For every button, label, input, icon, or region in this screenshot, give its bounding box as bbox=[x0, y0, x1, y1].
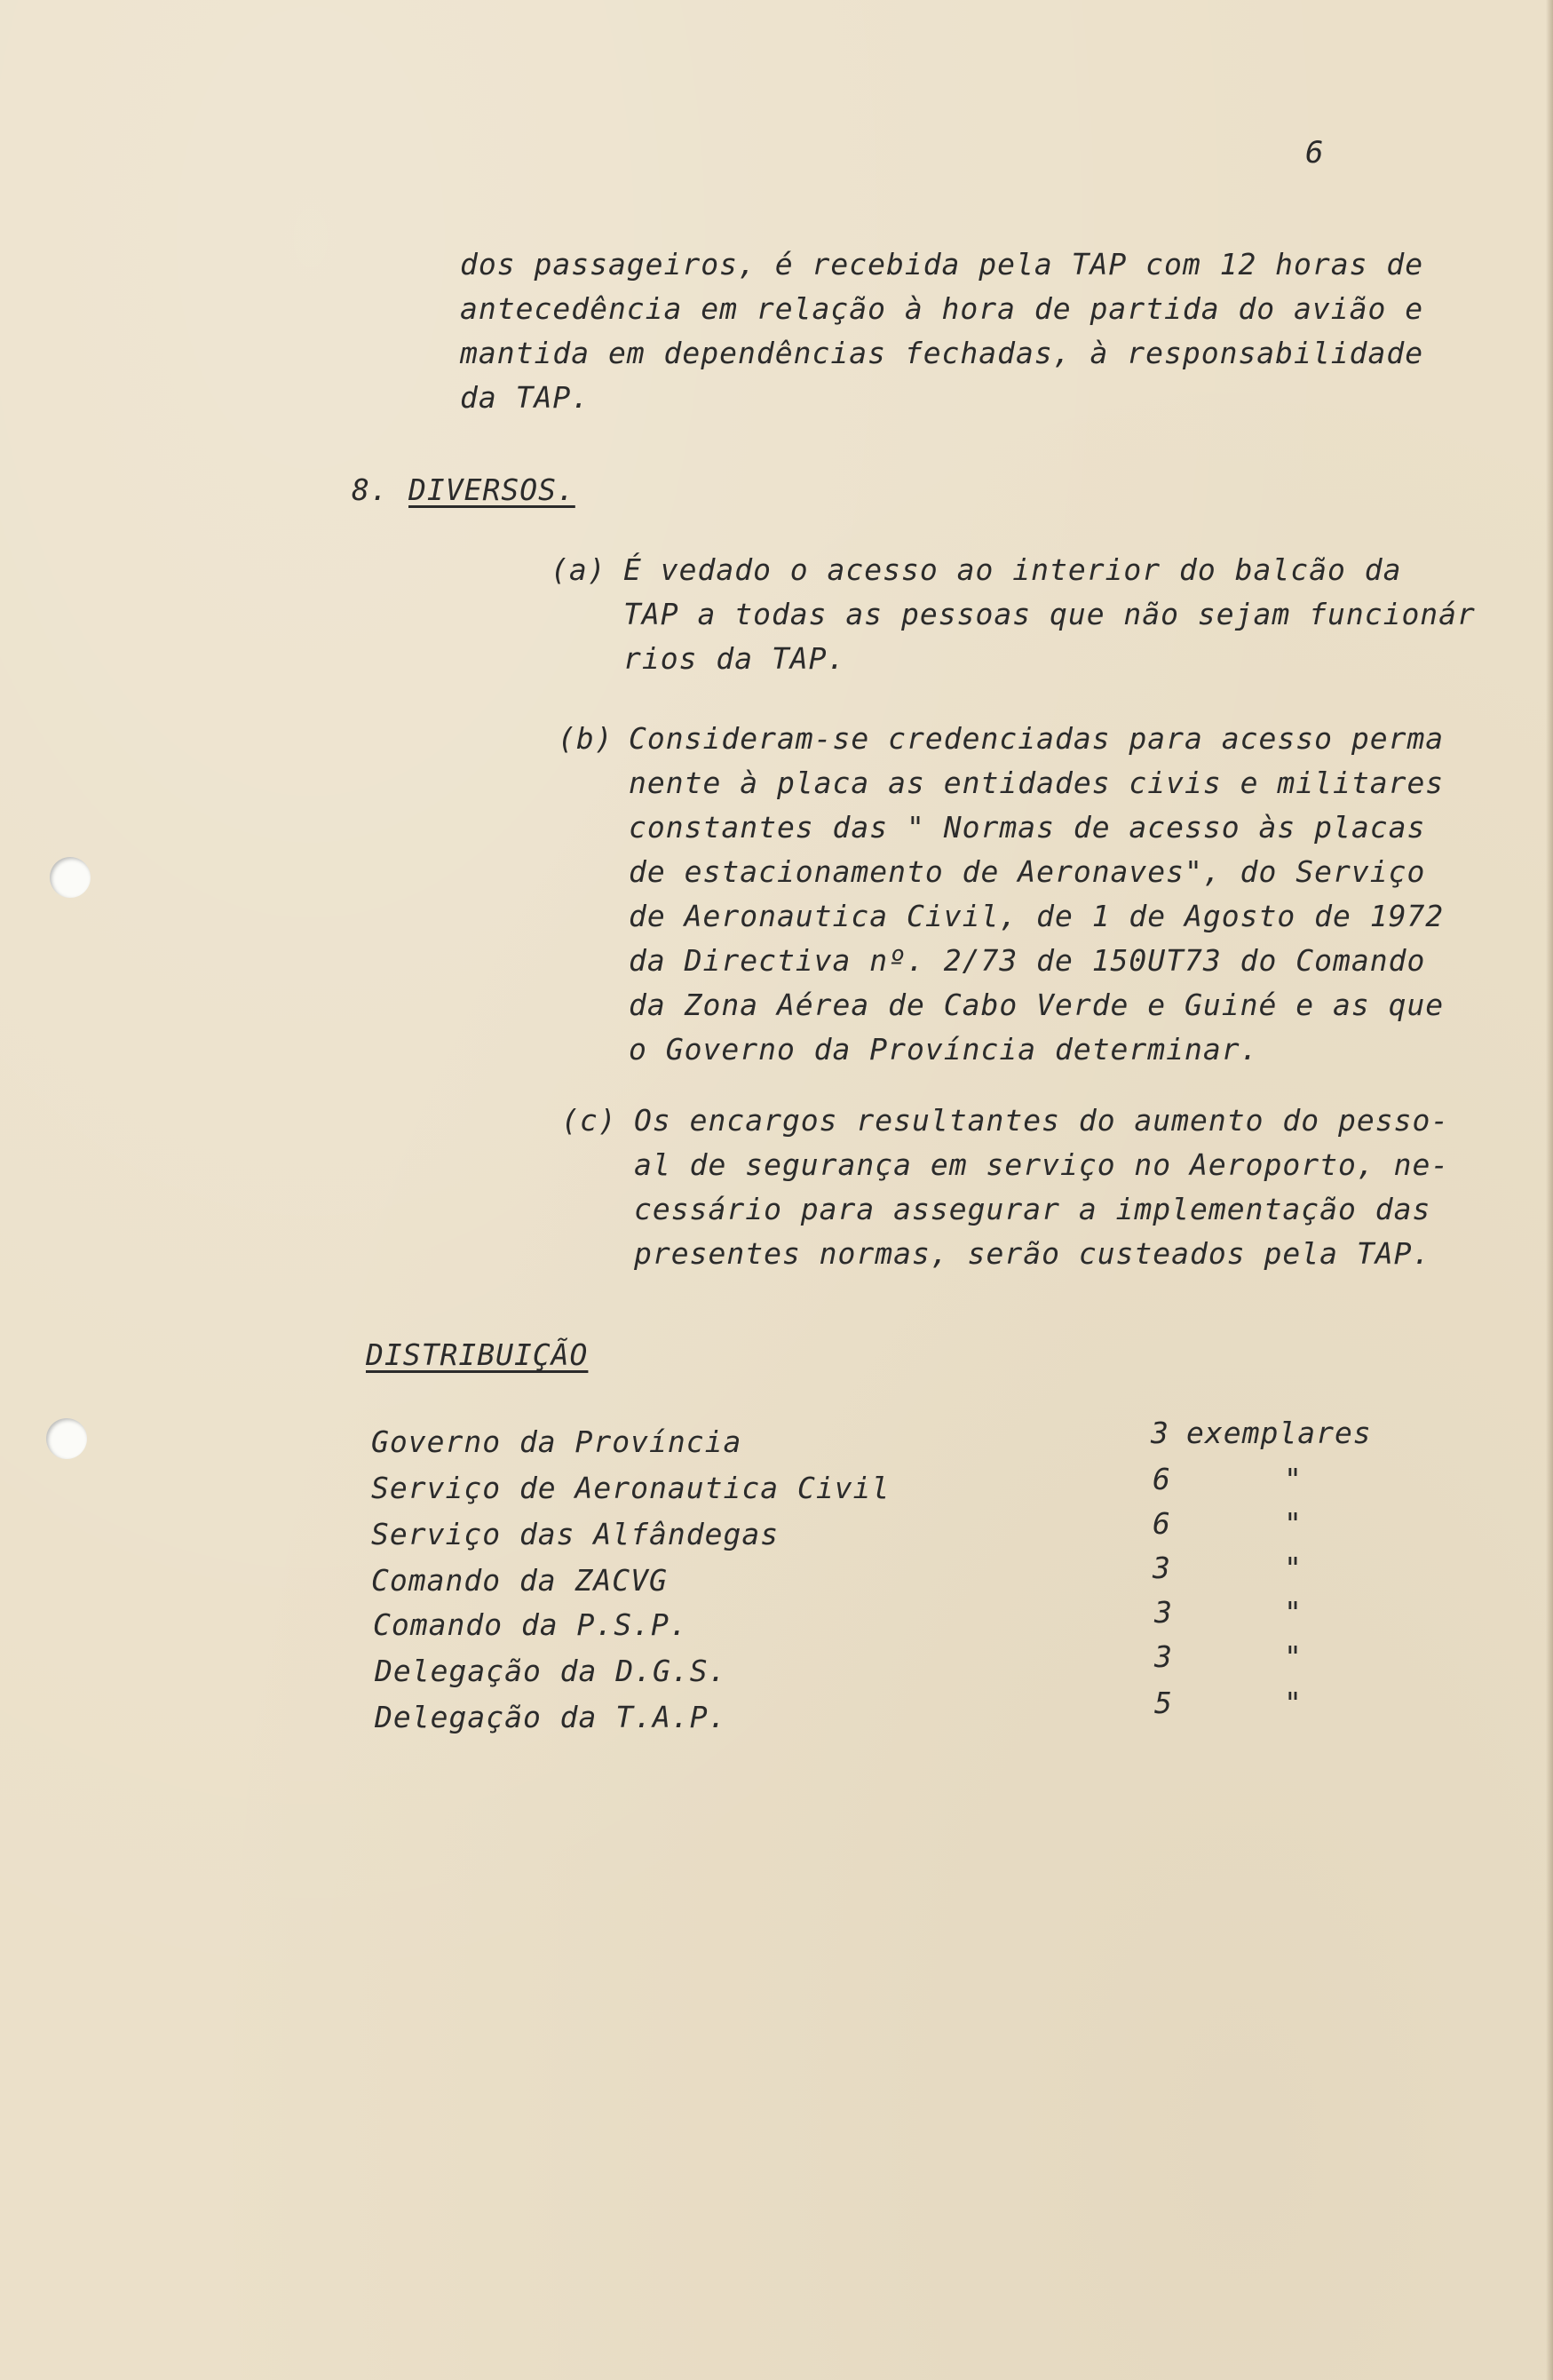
continuation-line-2: antecedência em relação à hora de partida do avião e bbox=[460, 291, 1424, 326]
punch-hole-bottom bbox=[46, 1418, 87, 1459]
distribution-row-3-qty: 6 bbox=[1153, 1506, 1171, 1541]
item-b-line-7: da Zona Aérea de Cabo Verde e Guiné e as que bbox=[629, 988, 1445, 1022]
page-number: 6 bbox=[1305, 135, 1325, 171]
distribution-row-5-qty: 3 bbox=[1154, 1595, 1173, 1630]
item-a-line-3: rios da TAP. bbox=[623, 641, 846, 676]
distribution-row-1-unit: exemplares bbox=[1186, 1416, 1372, 1450]
distribution-row-4-name: Comando da ZACVG bbox=[371, 1563, 668, 1598]
item-b-line-3: constantes das " Normas de acesso às placas bbox=[629, 810, 1426, 845]
item-c-line-1: Os encargos resultantes do aumento do pesso- bbox=[634, 1103, 1450, 1138]
item-b-line-4: de estacionamento de Aeronaves", do Serviço bbox=[629, 854, 1426, 889]
distribution-row-5-unit: " bbox=[1284, 1595, 1303, 1630]
continuation-line-4: da TAP. bbox=[460, 380, 590, 415]
distribution-row-2-unit: " bbox=[1284, 1462, 1303, 1496]
distribution-row-1-name: Governo da Província bbox=[371, 1424, 742, 1459]
distribution-row-1-qty: 3 bbox=[1151, 1416, 1169, 1450]
item-b-line-5: de Aeronautica Civil, de 1 de Agosto de 1972 bbox=[629, 899, 1445, 933]
distribution-row-4-qty: 3 bbox=[1153, 1551, 1171, 1585]
continuation-line-3: mantida em dependências fechadas, à responsabilidade bbox=[460, 336, 1424, 370]
distribution-row-5-name: Comando da P.S.P. bbox=[373, 1607, 688, 1642]
item-b-line-1: Consideram-se credenciadas para acesso perma bbox=[629, 721, 1445, 756]
distribution-row-7-name: Delegação da T.A.P. bbox=[375, 1700, 727, 1734]
item-c-label: (c) bbox=[561, 1103, 617, 1138]
distribution-title: DISTRIBUIÇÃO bbox=[366, 1337, 589, 1372]
distribution-row-2-name: Serviço de Aeronautica Civil bbox=[371, 1471, 891, 1505]
distribution-row-3-unit: " bbox=[1284, 1506, 1303, 1541]
item-a-label: (a) bbox=[551, 552, 606, 587]
item-b-line-2: nente à placa as entidades civis e militares bbox=[629, 766, 1445, 800]
item-a-line-2: TAP a todas as pessoas que não sejam funcionár bbox=[623, 597, 1476, 631]
distribution-row-7-unit: " bbox=[1284, 1686, 1303, 1720]
item-c-line-3: cessário para assegurar a implementação das bbox=[634, 1192, 1431, 1226]
distribution-row-2-qty: 6 bbox=[1153, 1462, 1171, 1496]
distribution-row-6-qty: 3 bbox=[1154, 1639, 1173, 1674]
distribution-row-6-unit: " bbox=[1284, 1639, 1303, 1674]
section-title: DIVERSOS. bbox=[408, 472, 575, 507]
page-edge-shadow bbox=[1546, 0, 1553, 2380]
punch-hole-top bbox=[50, 857, 91, 898]
distribution-row-6-name: Delegação da D.G.S. bbox=[375, 1654, 727, 1688]
item-b-label: (b) bbox=[558, 721, 614, 756]
item-b-line-8: o Governo da Província determinar. bbox=[629, 1032, 1259, 1067]
distribution-row-4-unit: " bbox=[1284, 1551, 1303, 1585]
item-c-line-4: presentes normas, serão custeados pela TAP. bbox=[634, 1236, 1431, 1271]
distribution-row-7-qty: 5 bbox=[1154, 1686, 1173, 1720]
distribution-row-3-name: Serviço das Alfândegas bbox=[371, 1517, 780, 1551]
item-a-line-1: É vedado o acesso ao interior do balcão da bbox=[623, 552, 1402, 587]
continuation-line-1: dos passageiros, é recebida pela TAP com 12 horas de bbox=[460, 247, 1424, 282]
section-number: 8. bbox=[352, 472, 389, 507]
item-c-line-2: al de segurança em serviço no Aeroporto, ne- bbox=[634, 1147, 1450, 1182]
item-b-line-6: da Directiva nº. 2/73 de 150UT73 do Comando bbox=[629, 943, 1426, 978]
